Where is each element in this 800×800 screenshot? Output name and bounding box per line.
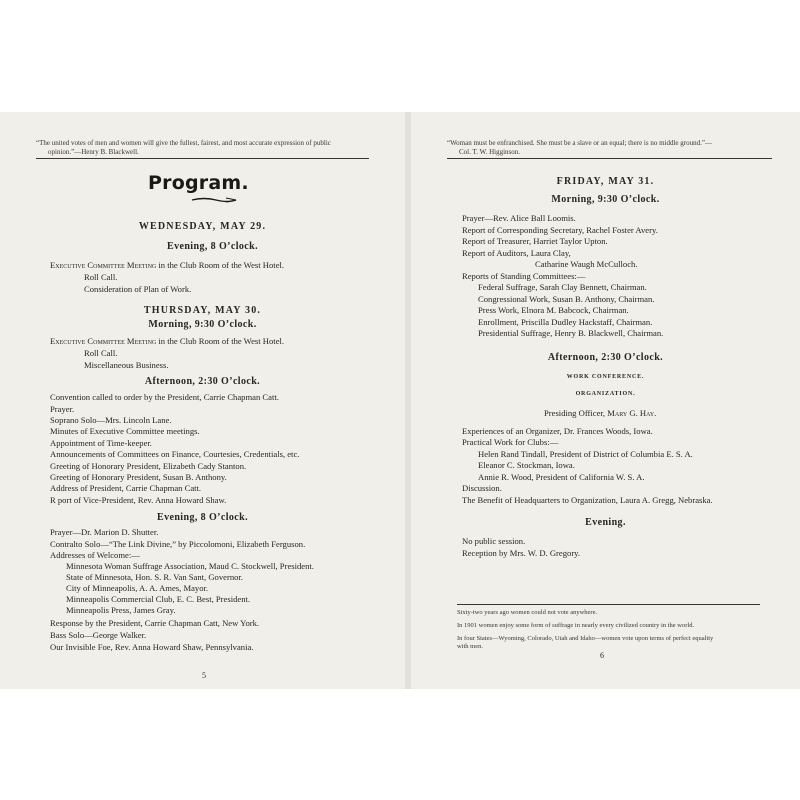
right-epigraph-line-1: “Woman must be enfranchised. She must be a slave or an equal; there is no middle ground.”— [447,139,712,147]
organization-heading: ORGANIZATION. [575,391,636,397]
program-line: Eleanor C. Stockman, Iowa. [478,460,575,470]
program-line: Prayer. [50,404,75,414]
program-line: Consideration of Plan of Work. [84,284,192,294]
work-conference-heading: WORK CONFERENCE. [566,374,645,380]
page-number-left: 5 [202,671,206,680]
program-line: Roll Call. [84,348,118,358]
program-line: Enrollment, Priscilla Dudley Hackstaff, Chairman. [478,317,653,327]
program-line: The Benefit of Headquarters to Organization, Laura A. Gregg, Nebraska. [462,495,713,505]
title-flourish-ornament [190,196,238,204]
program-line: Federal Suffrage, Sarah Clay Bennett, Chairman. [478,282,647,292]
program-line: State of Minnesota, Hon. S. R. Van Sant, Governor. [66,572,243,582]
left-epigraph-line-2: opinion.”—Henry B. Blackwell. [48,147,139,156]
left-epigraph-line-1: “The united votes of men and women will give the fullest, fairest, and most accurate expression of public [36,139,331,147]
program-line: Prayer—Dr. Marion D. Shutter. [50,527,159,537]
program-line: Response by the President, Carrie Chapman Catt, New York. [50,618,260,628]
program-line: Presidential Suffrage, Henry B. Blackwell, Chairman. [478,328,664,338]
program-line: Greeting of Honorary President, Susan B. Anthony. [50,472,227,482]
presiding-officer-line: Presiding Officer, Mary G. Hay. [544,408,657,418]
program-line: Minneapolis Press, James Gray. [66,605,176,615]
program-line: Helen Rand Tindall, President of District of Columbia E. S. A. [478,449,693,459]
program-line: Reception by Mrs. W. D. Gregory. [462,548,581,558]
program-line: Contralto Solo—“The Link Divine,” by Piccolomoni, Elizabeth Ferguson. [50,539,306,549]
page-title: Program. [148,172,249,194]
program-line: Executive Committee Meeting in the Club Room of the West Hotel. [50,336,285,346]
footnote-line: Sixty-two years ago women could not vote anywhere. [457,609,598,616]
thursday-evening-heading: Evening, 8 O’clock. [157,512,248,523]
program-line: R port of Vice-President, Rev. Anna Howard Shaw. [50,495,227,505]
left-epigraph-rule [36,158,369,159]
footnote-line: In 1901 women enjoy some form of suffrage in nearly every civilized country in the world. [457,622,695,629]
left-page [0,112,405,689]
program-line: Annie R. Wood, President of California W. S. A. [478,472,645,482]
program-line: Minutes of Executive Committee meetings. [50,426,200,436]
program-line: Minneapolis Commercial Club, E. C. Best, President. [66,594,251,604]
wednesday-evening-heading: Evening, 8 O’clock. [167,241,258,252]
wednesday-day-heading: WEDNESDAY, MAY 29. [138,221,267,232]
program-line: Report of Corresponding Secretary, Rachel Foster Avery. [462,225,658,235]
right-page [411,112,800,689]
program-line: No public session. [462,536,526,546]
program-line: Report of Auditors, Laura Clay, [462,248,571,258]
friday-evening-heading: Evening. [585,517,626,528]
program-line: Press Work, Elnora M. Babcock, Chairman. [478,305,629,315]
program-line: Discussion. [462,483,502,493]
footnote-line: with men. [457,643,483,650]
program-line: Our Invisible Foe, Rev. Anna Howard Shaw, Pennsylvania. [50,642,254,652]
footnote-rule [457,604,760,605]
thursday-afternoon-heading: Afternoon, 2:30 O’clock. [144,376,261,387]
program-line: Prayer—Rev. Alice Ball Loomis. [462,213,576,223]
program-line: Reports of Standing Committees:— [462,271,586,281]
program-line: Addresses of Welcome:— [50,550,140,560]
program-line: Appointment of Time-keeper. [50,438,152,448]
friday-afternoon-heading: Afternoon, 2:30 O’clock. [547,352,664,363]
program-line: Minnesota Woman Suffrage Association, Maud C. Stockwell, President. [66,561,314,571]
program-line: Address of President, Carrie Chapman Catt. [50,483,202,493]
friday-day-heading: FRIDAY, MAY 31. [556,176,655,187]
program-line: Congressional Work, Susan B. Anthony, Chairman. [478,294,655,304]
program-line: Catharine Waugh McCulloch. [535,259,638,269]
program-line: Miscellaneous Business. [84,360,169,370]
program-line: Practical Work for Clubs:— [462,437,559,447]
right-epigraph [447,139,712,156]
program-line: Report of Treasurer, Harriet Taylor Upton. [462,236,608,246]
footnote-line: In four States—Wyoming, Colorado, Utah and Idaho—women vote upon terms of perfect equality [457,635,714,642]
program-line: Announcements of Committees on Finance, Courtesies, Credentials, etc. [50,449,300,459]
program-line: Executive Committee Meeting in the Club Room of the West Hotel. [50,260,285,270]
program-line: Greeting of Honorary President, Elizabeth Cady Stanton. [50,461,247,471]
friday-morning-heading: Morning, 9:30 O’clock. [551,194,660,205]
left-epigraph [36,139,331,156]
program-line: Bass Solo—George Walker. [50,630,147,640]
program-line: Soprano Solo—Mrs. Lincoln Lane. [50,415,172,425]
right-epigraph-line-2: Col. T. W. Higginson. [459,147,521,156]
page-number-right: 6 [600,651,604,660]
right-epigraph-rule [447,158,772,159]
thursday-day-heading: THURSDAY, MAY 30. [143,305,262,316]
program-line: City of Minneapolis, A. A. Ames, Mayor. [66,583,209,593]
program-line: Convention called to order by the President, Carrie Chapman Catt. [50,392,279,402]
program-line: Roll Call. [84,272,118,282]
thursday-morning-heading: Morning, 9:30 O’clock. [148,319,257,330]
program-line: Experiences of an Organizer, Dr. Frances Woods, Iowa. [462,426,653,436]
